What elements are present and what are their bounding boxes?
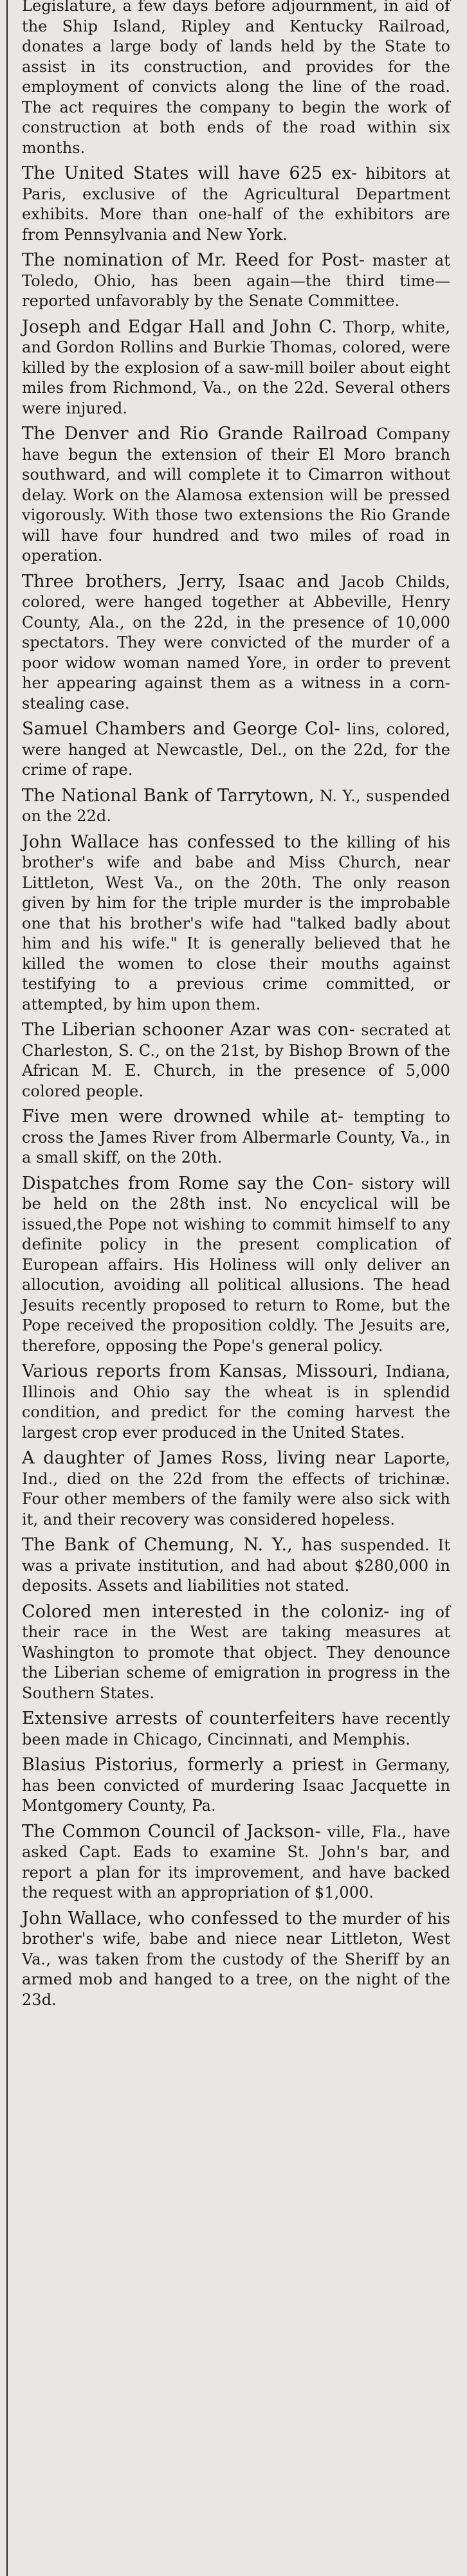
news-item-paris-exhibitors: [22, 163, 450, 245]
news-item-text: ing of their race in the West are taking measures at Washington to promote that object. They denounce the Liberian scheme of emigration in progress in the Southern States.: [22, 1602, 450, 1702]
news-item-liberian-schooner: [22, 1020, 450, 1102]
news-item-lead: Colored men interested in the coloniz-: [22, 1601, 390, 1622]
news-item-text: ville, Fla., have asked Capt. Eads to examine St. John's bar, and report a plan for its improvement, and have backed the request with an appropriation of $1,000.: [22, 1822, 450, 1901]
news-item-jacksonville-council: [22, 1822, 450, 1903]
news-item-rio-grande-railroad: [22, 424, 450, 567]
news-item-text: Jacob Childs, colored, were hanged together at Abbeville, Henry County, Ala., on the 22d, in the presence of 10,000 spectators. They were convicted of the murder of a poor widow woman named Yore, in order to prevent her appearing against them as a witness in a corn-stealing case.: [22, 572, 450, 712]
news-item-text: Legislature, a few days before adjournment, in aid of the Ship Island, Ripley and Kentucky Railroad, donates a large body of lands held by the State to assist in its construction, and provides for the employment of convicts along the line of the road. The act requires the company to begin the work of construction at both ends of the road within six months.: [22, 0, 450, 157]
news-item-text: suspended. It was a private institution, and had about $280,000 in deposits. Assets and liabilities not stated.: [22, 1536, 450, 1595]
news-item-james-river-drowning: [22, 1107, 450, 1168]
news-item-lead: Blasius Pistorius, formerly a priest: [22, 1755, 344, 1775]
news-item-boiler-explosion: [22, 317, 450, 419]
news-item-text: hibitors at Paris, exclusive of the Agricultural Department exhibits. More than one-half of the exhibitors are from Pennsylvania and New York.: [22, 165, 450, 244]
news-item-text: sistory will be held on the 28th inst. No encyclical will be issued,the Pope not wishing to commit himself to any definite policy in the present complication of European affairs. His Holiness will only deliver an allocution, avoiding all political allusions. The head Jesuits recently proposed to return to Rome, but the Pope received the proposition coldly. The Jesuits are, therefore, opposing the Pope's general policy.: [22, 1174, 450, 1355]
news-item-bank-of-chemung: [22, 1535, 450, 1597]
news-item-lead: Samuel Chambers and George Col-: [22, 719, 340, 739]
news-item-text: tempting to cross the James River from Albermarle County, Va., in a small skiff, on the 20th.: [22, 1108, 450, 1166]
news-item-text: Indiana, Illinois and Ohio say the wheat is in splendid condition, and predict for the coming harvest the largest crop ever produced in the United States.: [22, 1363, 450, 1442]
news-item-pistorius: [22, 1755, 450, 1817]
news-item-lead: Dispatches from Rome say the Con-: [22, 1173, 354, 1193]
news-item-trichinae: [22, 1448, 450, 1530]
news-item-text: murder of his brother's wife, babe and niece near Littleton, West Va., was taken from the custody of the Sheriff by an armed mob and hanged to a tree, on the night of the 23d.: [22, 1909, 450, 2009]
news-item-lead: The nomination of Mr. Reed for Post-: [22, 250, 365, 270]
news-item-reed-nomination: [22, 250, 450, 312]
news-item-legislature-railroad: [22, 0, 450, 158]
news-item-wheat-reports: [22, 1361, 450, 1443]
news-item-lead: The United States will have 625 ex-: [22, 163, 358, 183]
news-item-text: in Germany, has been convicted of murdering Isaac Jacquette in Montgomery County, Pa.: [22, 1756, 451, 1815]
news-item-text: lins, colored, were hanged at Newcastle, Del., on the 22d, for the crime of rape.: [22, 720, 450, 779]
news-item-lead: Five men were drowned while at-: [22, 1107, 343, 1127]
news-item-lead: John Wallace has confessed to the: [22, 831, 339, 852]
news-item-lead: Joseph and Edgar Hall and John C.: [22, 316, 337, 337]
news-item-text: master at Toledo, Ohio, has been again—the third time—reported unfavorably by the Senate Committee.: [22, 251, 451, 310]
news-item-lead: The Common Council of Jackson-: [22, 1821, 321, 1842]
news-item-tarrytown-bank: [22, 786, 450, 827]
news-item-childs-brothers: [22, 572, 450, 714]
news-item-lead: The National Bank of Tarrytown,: [22, 785, 315, 806]
news-item-colonization: [22, 1602, 450, 1704]
news-item-text: Laporte, Ind., died on the 22d from the effects of trichinæ. Four other members of the family were also sick with it, and their recovery was considered hopeless.: [22, 1449, 450, 1528]
column-rule: [6, 0, 8, 2576]
news-item-text: Company have begun the extension of their El Moro branch southward, and will complete it to Cimarron without delay. Work on the Alamosa extension will be pressed vigorously. With those two extensions the Rio Grande will have four hundred and two miles of road in operation.: [22, 425, 450, 565]
news-item-wallace-confession: [22, 832, 450, 1015]
news-item-lead: The Denver and Rio Grande Railroad: [22, 424, 368, 444]
news-item-text: Thorp, white, and Gordon Rollins and Burkie Thomas, colored, were killed by the explosion of a saw-mill boiler about eight miles from Richmond, Va., on the 22d. Several others were injured.: [22, 318, 450, 417]
news-item-wallace-lynching: [22, 1909, 450, 2011]
news-item-lead: Various reports from Kansas, Missouri,: [22, 1361, 378, 1381]
news-item-newcastle-hanging: [22, 719, 450, 781]
news-item-text: secrated at Charleston, S. C., on the 21st, by Bishop Brown of the African M. E. Church, in the presence of 5,000 colored people.: [22, 1021, 451, 1100]
news-item-lead: A daughter of James Ross, living near: [22, 1448, 376, 1468]
news-item-lead: John Wallace, who confessed to the: [22, 1908, 338, 1928]
news-item-text: N. Y., suspended on the 22d.: [22, 786, 451, 825]
news-item-lead: Three brothers, Jerry, Isaac and: [22, 571, 330, 592]
news-item-rome-consistory: [22, 1174, 450, 1357]
news-item-counterfeiters: [22, 1709, 450, 1750]
news-item-text: have recently been made in Chicago, Cincinnati, and Memphis.: [22, 1710, 450, 1748]
news-item-lead: The Liberian schooner Azar was con-: [22, 1020, 356, 1040]
news-item-lead: Extensive arrests of counterfeiters: [22, 1709, 335, 1728]
news-item-lead: The Bank of Chemung, N. Y., has: [22, 1535, 333, 1555]
news-item-text: killing of his brother's wife and babe and Miss Church, near Littleton, West Va., on the 20th. The only reason given by him for the triple murder is the improbable one that his brother's wife had "talked badly about him and his wife." It is generally believed that he killed the women to close their mouths against testifying to a previous crime committed, or attempted, by him upon them.: [22, 833, 450, 1013]
